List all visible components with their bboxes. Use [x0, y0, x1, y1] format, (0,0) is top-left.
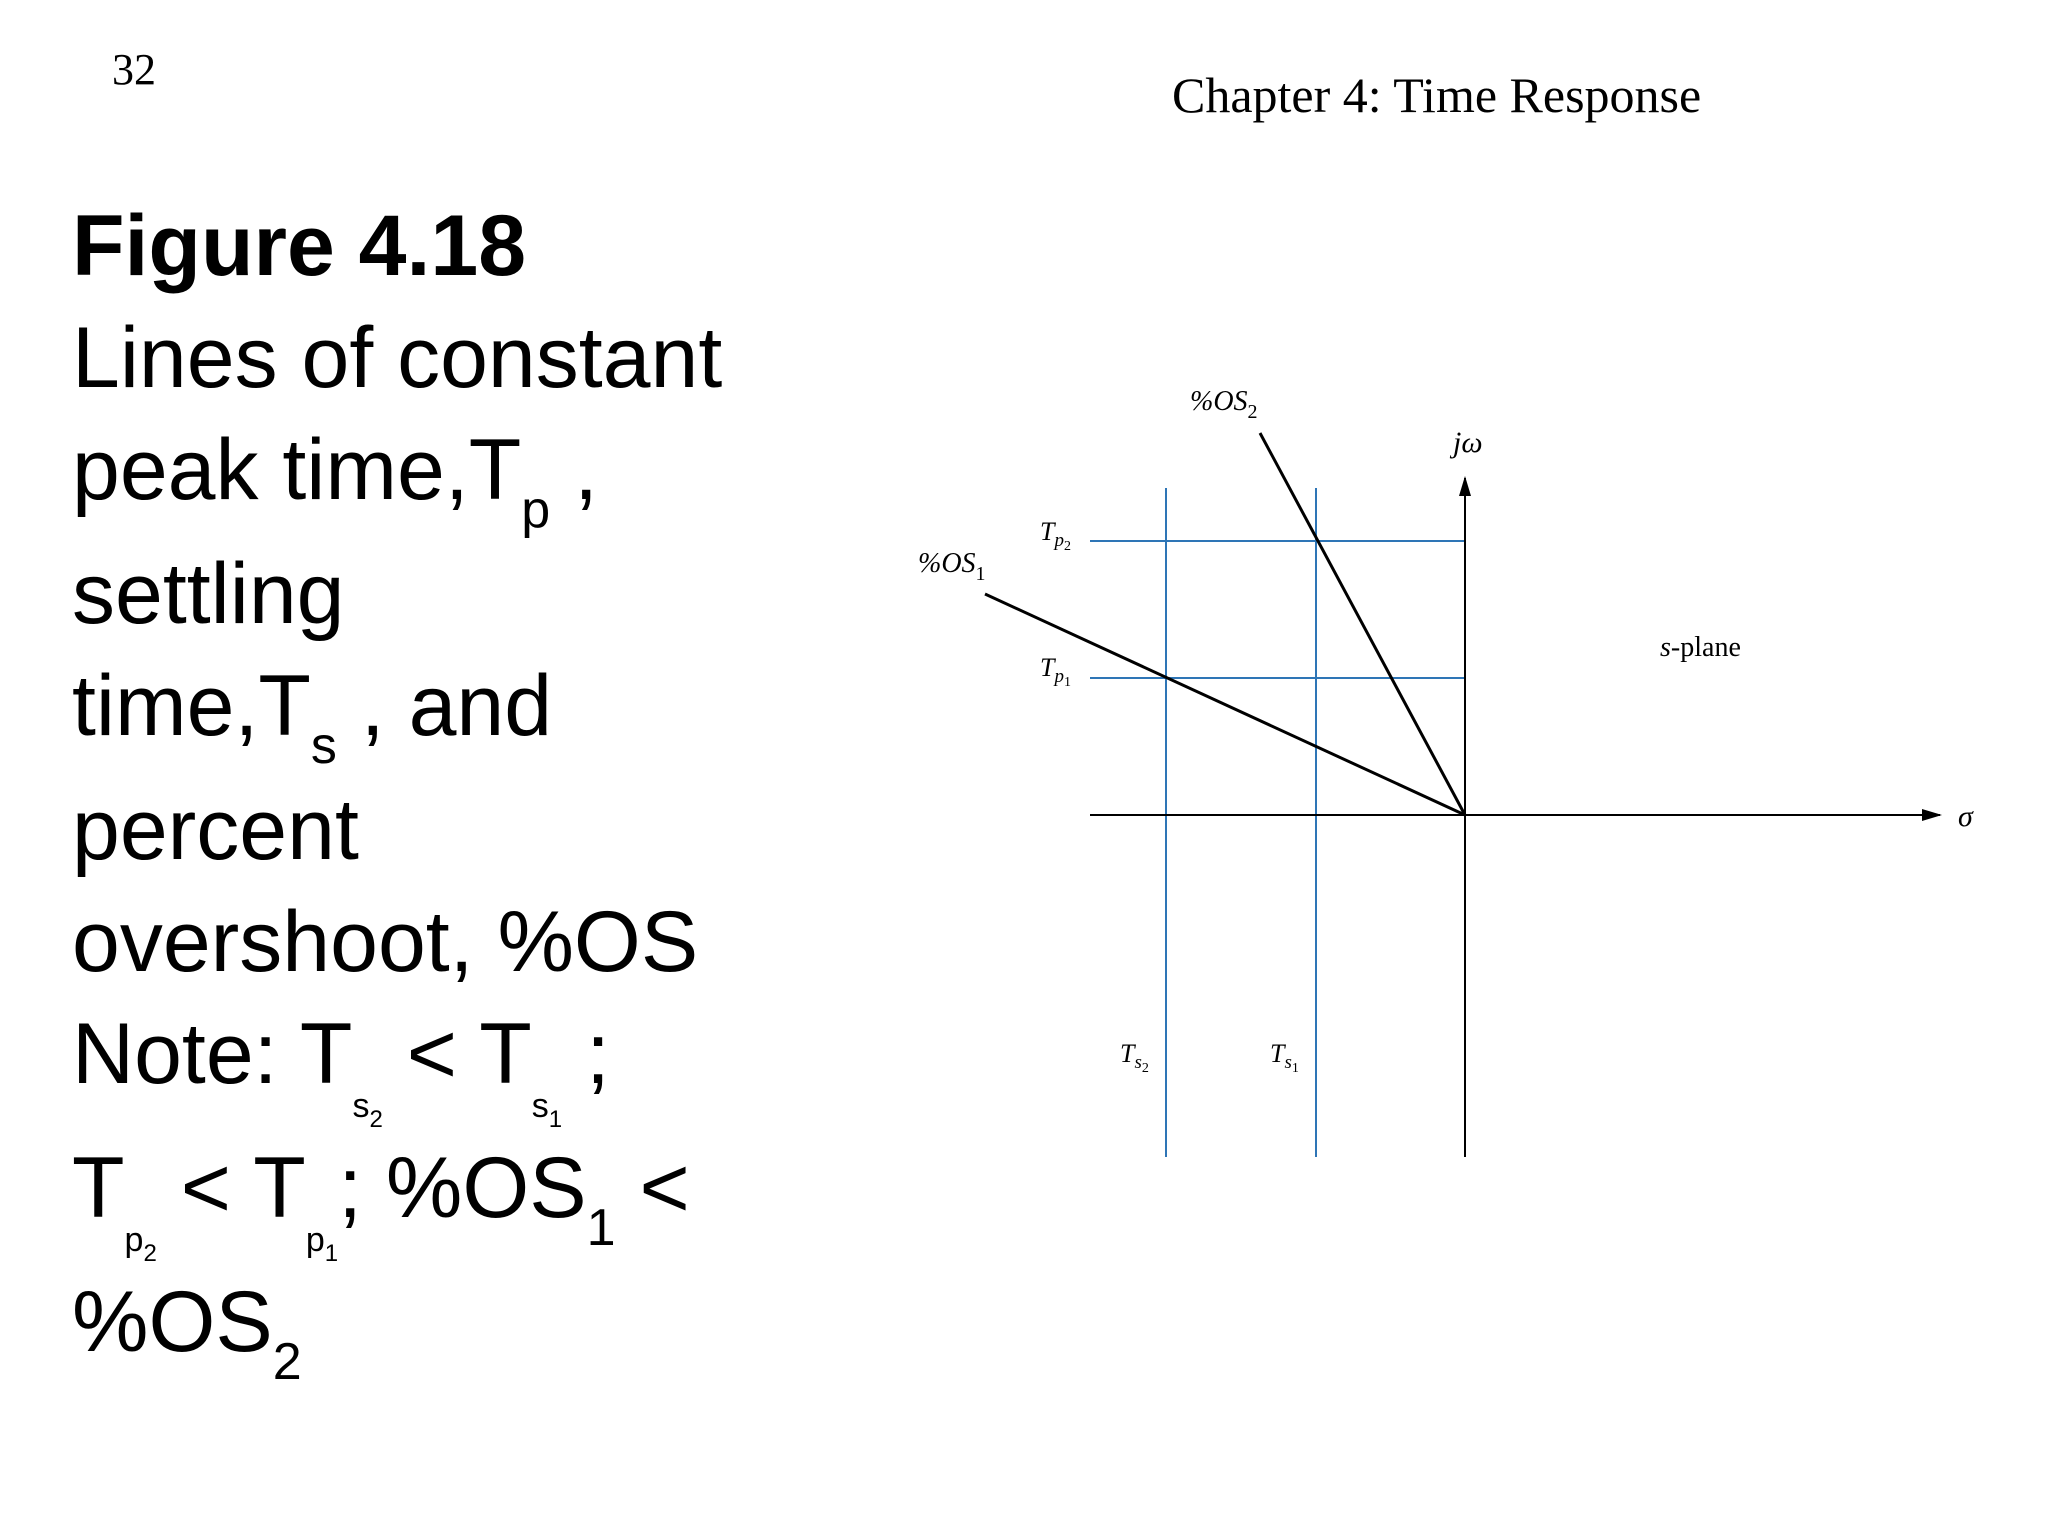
tp2-label: $T_p2$	[1040, 517, 1071, 554]
caption-note: $\%OS_2$	[72, 1274, 302, 1391]
caption-line: settling	[72, 546, 345, 642]
caption-line: peak $time,T_p$ ,	[72, 422, 598, 539]
os1-line	[985, 594, 1465, 815]
caption-line: $time,T_s$ , and	[72, 658, 553, 775]
os1-label: $\%OS_1$	[918, 548, 986, 585]
caption-line: Lines of constant	[72, 310, 723, 406]
caption-line: overshoot, %OS	[72, 894, 699, 990]
caption-note: $T_{p_2} < T_{p_1}$; $\%OS_1$ <	[72, 1140, 690, 1267]
chapter-title: Chapter 4: Time Response	[1172, 67, 1702, 123]
ts2-label: $T_s2$	[1120, 1039, 1149, 1076]
caption-note: Note: $T_{s_2} < T_{s_1}$ ;	[72, 1006, 610, 1133]
caption-line: percent	[72, 782, 359, 878]
s-plane-label: s-plane	[1660, 632, 1741, 663]
figure-title: Figure 4.18	[72, 198, 527, 294]
sigma-label: σ	[1958, 800, 1973, 833]
os2-line	[1260, 433, 1465, 815]
jw-label: jω	[1453, 426, 1483, 459]
page-number: 32	[112, 45, 156, 94]
tp1-label: $T_p1$	[1040, 653, 1071, 690]
os2-label: $\%OS_2$	[1190, 386, 1258, 423]
ts1-label: $T_s1$	[1270, 1039, 1299, 1076]
